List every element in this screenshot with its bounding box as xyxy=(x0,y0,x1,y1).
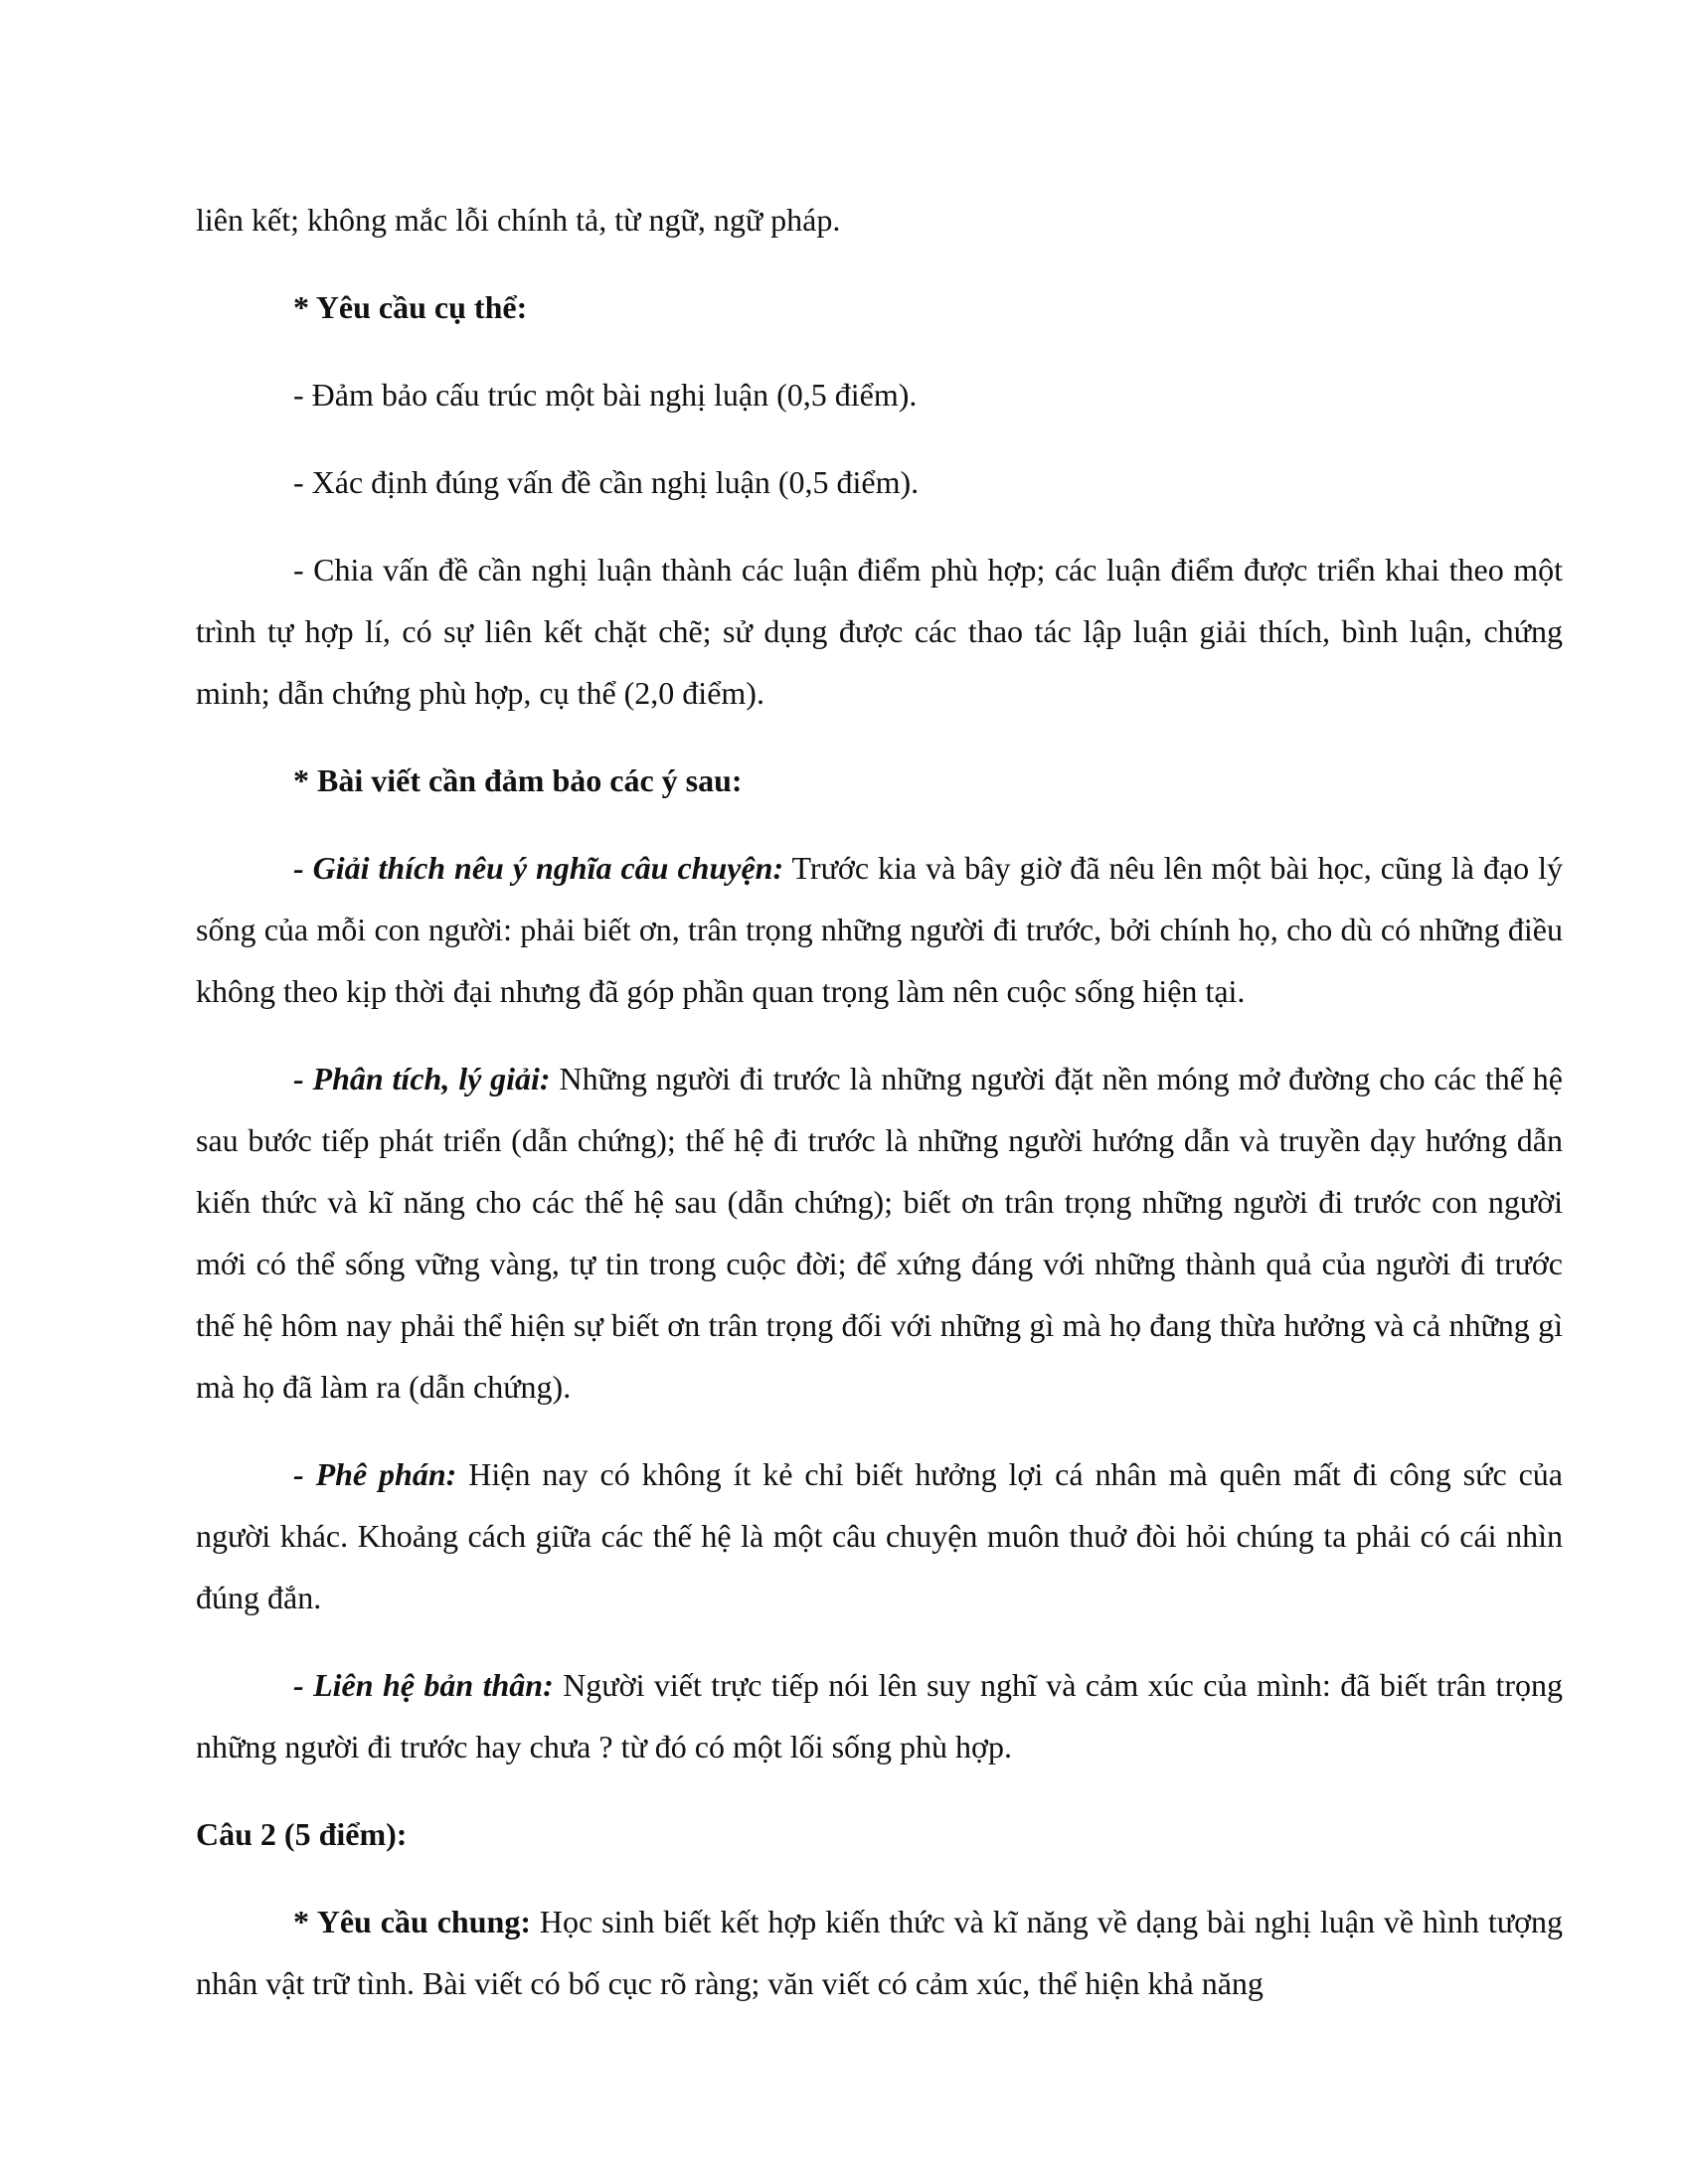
point-explain-meaning xyxy=(196,837,1563,1022)
point-self-reflection xyxy=(196,1654,1563,1777)
point-label: - Phê phán: xyxy=(293,1456,457,1492)
requirement-arguments: - Chia vấn đề cần nghị luận thành các luận điểm phù hợp; các luận điểm được triển khai theo một trình tự hợp lí, có sự liên kết chặt chẽ; sử dụng được các thao tác lập luận giải thích, bình luận, chứng minh; dẫn chứng phù hợp, cụ thể (2,0 điểm). xyxy=(196,552,1563,711)
requirement-identify-issue: - Xác định đúng vấn đề cần nghị luận (0,5 điểm). xyxy=(293,464,920,500)
heading-essay-points: * Bài viết cần đảm bảo các ý sau: xyxy=(293,762,743,798)
point-label: - Phân tích, lý giải: xyxy=(293,1061,551,1096)
point-analysis xyxy=(196,1048,1563,1418)
question-2-heading: Câu 2 (5 điểm): xyxy=(196,1816,408,1852)
point-text: Học sinh biết kết hợp kiến thức và kĩ năng về dạng bài nghị luận về hình tượng nhân vật trữ tình. Bài viết có bố cục rõ ràng; văn viết có cảm xúc, thể hiện khả năng xyxy=(196,1904,1564,2001)
point-label: - Liên hệ bản thân: xyxy=(293,1667,554,1703)
paragraph-continuation: liên kết; không mắc lỗi chính tả, từ ngữ, ngữ pháp. xyxy=(196,202,841,238)
point-text: Những người đi trước là những người đặt nền móng mở đường cho các thế hệ sau bước tiếp phát triển (dẫn chứng); thế hệ đi trước là những người hướng dẫn và truyền dạy hướng dẫn kiến thức và kĩ năng cho các thế hệ sau (dẫn chứng); biết ơn trân trọng những người đi trước con người mới có thể sống vững vàng, tự tin trong cuộc đời; để xứng đáng với những thành quả của người đi trước thế hệ hôm nay phải thể hiện sự biết ơn trân trọng đối với những gì mà họ đang thừa hưởng và cả những gì mà họ đã làm ra (dẫn chứng). xyxy=(196,1061,1564,1405)
document-page xyxy=(196,189,1563,2014)
general-requirements xyxy=(196,1891,1563,2014)
requirement-structure: - Đảm bảo cấu trúc một bài nghị luận (0,5 điểm). xyxy=(293,377,918,413)
point-label: * Yêu cầu chung: xyxy=(293,1904,531,1939)
point-text: Hiện nay có không ít kẻ chỉ biết hưởng lợi cá nhân mà quên mất đi công sức của người khác. Khoảng cách giữa các thế hệ là một câu chuyện muôn thuở đòi hỏi chúng ta phải có cái nhìn đúng đắn. xyxy=(196,1456,1564,1615)
heading-specific-requirements: * Yêu cầu cụ thể: xyxy=(293,289,528,325)
point-text: Trước kia và bây giờ đã nêu lên một bài học, cũng là đạo lý sống của mỗi con người: phải biết ơn, trân trọng những người đi trước, bởi chính họ, cho dù có những điều không theo kịp thời đại nhưng đã góp phần quan trọng làm nên cuộc sống hiện tại. xyxy=(196,850,1564,1009)
point-label: - Giải thích nêu ý nghĩa câu chuyện: xyxy=(293,850,784,886)
point-criticism xyxy=(196,1443,1563,1628)
point-text: Người viết trực tiếp nói lên suy nghĩ và cảm xúc của mình: đã biết trân trọng những người đi trước hay chưa ? từ đó có một lối sống phù hợp. xyxy=(196,1667,1564,1764)
